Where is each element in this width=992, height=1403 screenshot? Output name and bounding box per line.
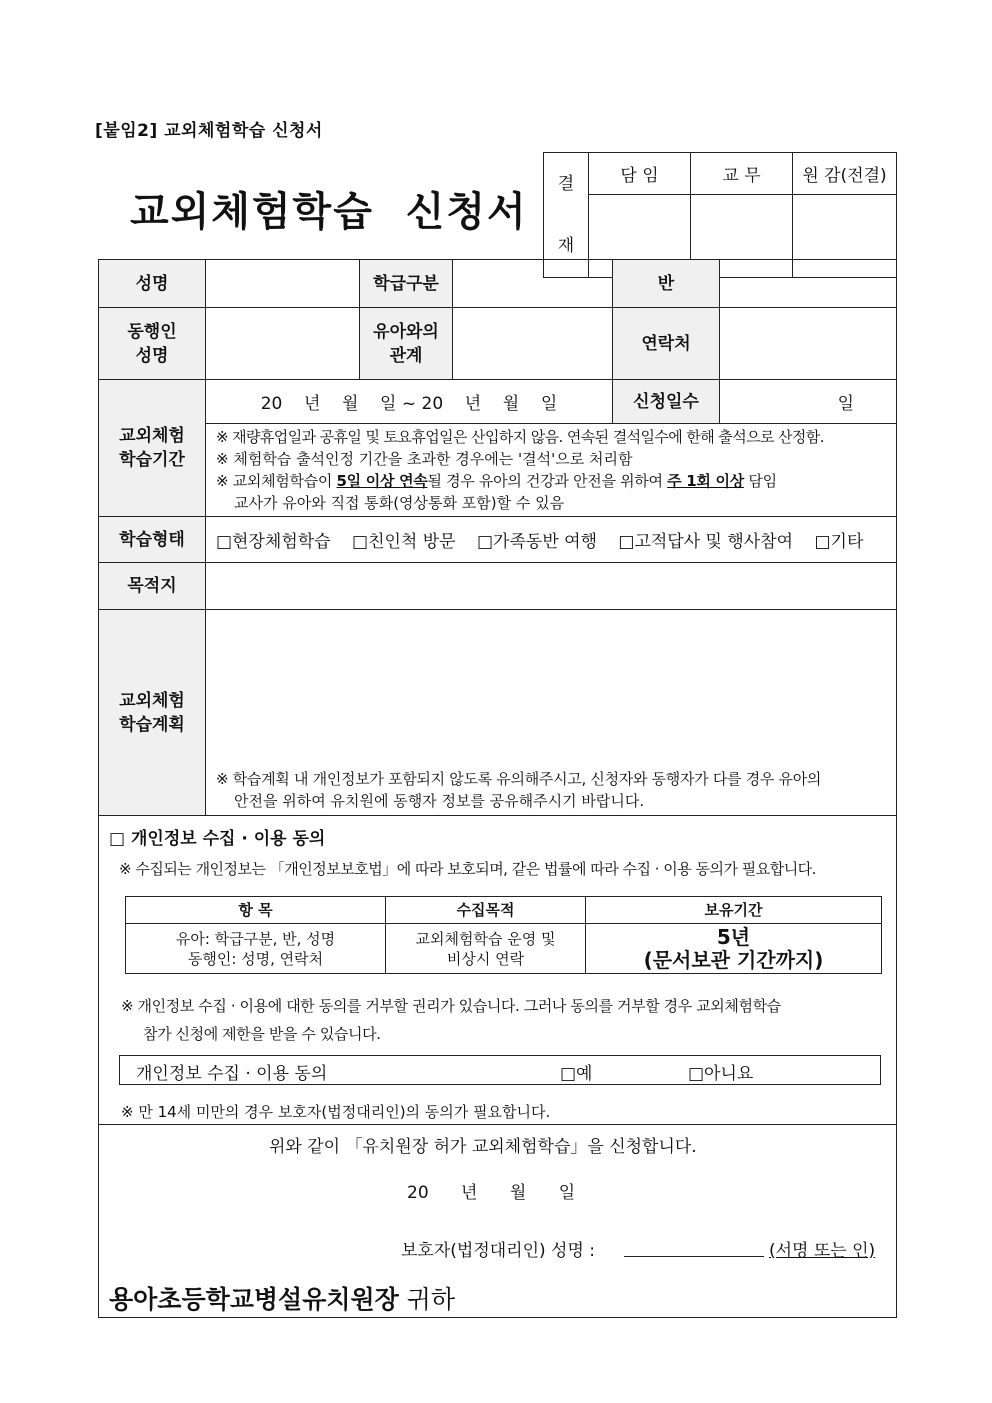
privacy-items-line-1: 유아: 학급구분, 반, 성명 xyxy=(175,929,336,948)
period-note-3 xyxy=(216,470,890,492)
consent-label: 개인정보 수집 · 이용 동의 xyxy=(136,1064,328,1084)
note3-emphasis-weekly: 주 1회 이상 xyxy=(667,472,744,490)
name-field[interactable] xyxy=(206,260,360,308)
class-field[interactable] xyxy=(720,260,897,308)
note3-part-e: 담임 xyxy=(743,472,777,490)
approval-col-vice-principal: 원 감(전결) xyxy=(793,153,897,195)
note3-part-a: ※ 교외체험학습이 xyxy=(216,472,337,490)
period-note-1: ※ 재량휴업일과 공휴일 및 토요휴업일은 산입하지 않음. 연속된 결석일수에 한해 출석으로 산정함. xyxy=(216,428,824,446)
form-title: 교외체험학습 신청서 xyxy=(130,189,528,235)
recipient-name: 용아초등학교병설유치원장 xyxy=(109,1285,399,1314)
name-label: 성명 xyxy=(99,260,206,308)
days-label: 신청일수 xyxy=(613,380,720,424)
note3-part-c: 될 경우 유아의 건강과 안전을 위하여 xyxy=(427,472,668,490)
privacy-retention-cell xyxy=(586,924,882,974)
privacy-purpose-line-2: 비상시 연락 xyxy=(446,949,525,968)
privacy-purpose-cell xyxy=(386,924,586,974)
privacy-consent-box xyxy=(119,1055,881,1085)
privacy-purpose-line-1: 교외체험학습 운영 및 xyxy=(415,929,556,948)
study-type-option-heritage[interactable]: □고적답사 및 행사참여 xyxy=(618,532,794,552)
recipient-honorific: 귀하 xyxy=(398,1285,456,1314)
privacy-note-1: ※ 수집되는 개인정보는 「개인정보보호법」에 따라 보호되며, 같은 법률에 따라 수집 · 이용 동의가 필요합니다. xyxy=(119,860,816,878)
relation-field[interactable] xyxy=(453,308,613,380)
approval-jae: 재 xyxy=(557,236,575,256)
privacy-items-cell xyxy=(126,924,386,974)
privacy-retention-note: (문서보관 기간까지) xyxy=(643,947,824,972)
days-unit: 일 xyxy=(837,394,854,414)
class-label: 반 xyxy=(613,260,720,308)
guardian-label: 보호자(법정대리인) 성명 : xyxy=(401,1241,596,1261)
approval-col-academic: 교 무 xyxy=(691,153,793,195)
application-form xyxy=(98,259,897,816)
document-label: [붙임2] 교외체험학습 신청서 xyxy=(95,121,323,141)
plan-field[interactable] xyxy=(206,610,897,816)
signature-hint: (서명 또는 인) xyxy=(769,1241,876,1261)
privacy-table xyxy=(125,896,882,974)
section-divider xyxy=(99,1124,896,1125)
plan-note-1: ※ 학습계획 내 개인정보가 포함되지 않도록 유의해주시고, 신청자와 동행자가 다를 경우 유아의 xyxy=(216,770,822,788)
contact-label: 연락처 xyxy=(613,308,720,380)
consent-yes-checkbox[interactable]: □예 xyxy=(560,1064,593,1084)
study-type-label: 학습형태 xyxy=(99,517,206,563)
closing-statement: 위와 같이 「유치원장 허가 교외체험학습」을 신청합니다. xyxy=(269,1137,697,1157)
relation-label: 유아와의 관계 xyxy=(360,308,453,380)
approval-gyul: 결 xyxy=(557,174,575,194)
privacy-note-2 xyxy=(121,992,781,1048)
guardian-signature-line[interactable] xyxy=(624,1256,764,1257)
period-note-3-cont: 교사가 유아와 직접 통화(영상통화 포함)할 수 있음 xyxy=(234,494,565,512)
period-label: 교외체험 학습기간 xyxy=(99,380,206,517)
destination-label: 목적지 xyxy=(99,563,206,610)
companion-name-field[interactable] xyxy=(206,308,360,380)
study-type-option-family-trip[interactable]: □가족동반 여행 xyxy=(477,532,597,552)
privacy-header-items: 항 목 xyxy=(126,897,386,924)
companion-name-label: 동행인 성명 xyxy=(99,308,206,380)
privacy-title: □ 개인정보 수집 · 이용 동의 xyxy=(109,829,326,849)
study-type-option-field[interactable]: □현장체험학습 xyxy=(216,532,331,552)
class-type-label: 학급구분 xyxy=(360,260,453,308)
study-type-option-relatives[interactable]: □친인척 방문 xyxy=(352,532,456,552)
closing-date[interactable]: 20 년 월 일 xyxy=(407,1183,576,1203)
period-date-range[interactable]: 20 년 월 일 ~ 20 년 월 일 xyxy=(206,380,613,424)
privacy-header-retention: 보유기간 xyxy=(586,897,882,924)
note3-emphasis-days: 5일 이상 연속 xyxy=(336,472,428,490)
privacy-and-signature-section xyxy=(98,816,897,1318)
plan-label: 교외체험 학습계획 xyxy=(99,610,206,816)
privacy-note-2-line-2: 참가 신청에 제한을 받을 수 있습니다. xyxy=(143,1025,381,1043)
consent-no-checkbox[interactable]: □아니요 xyxy=(688,1064,754,1084)
privacy-retention-years: 5년 xyxy=(716,924,751,949)
class-type-field[interactable] xyxy=(453,260,613,308)
privacy-items-line-2: 동행인: 성명, 연락처 xyxy=(187,949,324,968)
privacy-note-3: ※ 만 14세 미만의 경우 보호자(법정대리인)의 동의가 필요합니다. xyxy=(121,1103,551,1121)
period-notes xyxy=(206,424,897,517)
study-type-options xyxy=(206,517,897,563)
contact-field[interactable] xyxy=(720,308,897,380)
plan-note-2: 안전을 위하여 유치원에 동행자 정보를 공유해주시기 바랍니다. xyxy=(234,792,645,810)
recipient xyxy=(109,1280,455,1316)
study-type-option-other[interactable]: □기타 xyxy=(814,532,864,552)
approval-col-homeroom: 담 임 xyxy=(589,153,691,195)
days-field[interactable] xyxy=(720,380,897,424)
privacy-note-2-line-1: ※ 개인정보 수집 · 이용에 대한 동의를 거부할 권리가 있습니다. 그러나 동의를 거부할 경우 교외체험학습 xyxy=(121,997,781,1015)
period-note-2: ※ 체험학습 출석인정 기간을 초과한 경우에는 '결석'으로 처리함 xyxy=(216,450,633,468)
destination-field[interactable] xyxy=(206,563,897,610)
privacy-header-purpose: 수집목적 xyxy=(386,897,586,924)
